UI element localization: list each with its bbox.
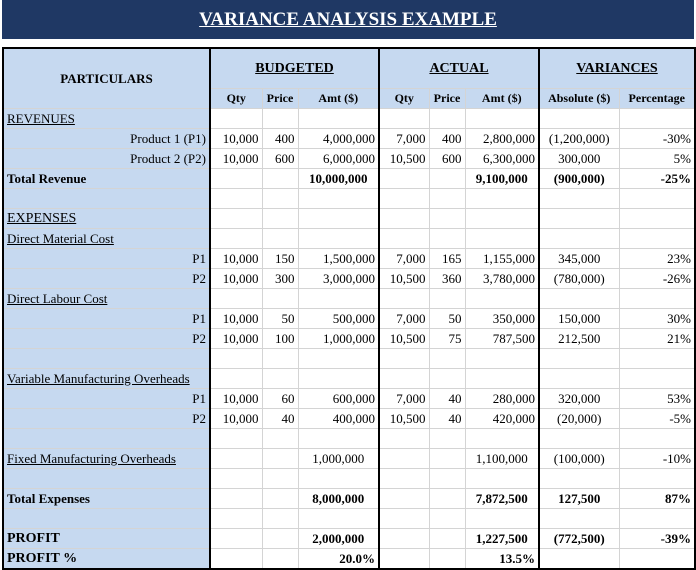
cell: 400 <box>262 129 298 149</box>
cell: 10,000 <box>210 309 262 329</box>
budgeted-price-header: Price <box>262 89 298 109</box>
row-label: P1 <box>3 249 210 269</box>
cell: 400,000 <box>298 409 379 429</box>
cell: 40 <box>429 409 465 429</box>
table-row <box>3 229 695 249</box>
row-label: PROFIT % <box>3 549 210 570</box>
cell: 600,000 <box>298 389 379 409</box>
sheet-title: VARIANCE ANALYSIS EXAMPLE <box>2 0 694 39</box>
cell: (780,000) <box>539 269 619 289</box>
cell: (772,500) <box>539 529 619 549</box>
cell: 1,100,000 <box>465 449 539 469</box>
cell: 10,000 <box>210 409 262 429</box>
table-row <box>3 289 695 309</box>
cell: 3,000,000 <box>298 269 379 289</box>
cell: (20,000) <box>539 409 619 429</box>
cell: 10,000 <box>210 269 262 289</box>
row-label: Product 1 (P1) <box>3 129 210 149</box>
row-label: P2 <box>3 329 210 349</box>
cell: 212,500 <box>539 329 619 349</box>
cell: 3,780,000 <box>465 269 539 289</box>
table-row <box>3 469 695 489</box>
cell: 10,500 <box>379 269 429 289</box>
cell: 10,000 <box>210 249 262 269</box>
cell: 40 <box>429 389 465 409</box>
cell: 40 <box>262 409 298 429</box>
table-row <box>3 429 695 449</box>
table-row <box>3 549 695 570</box>
cell: 1,155,000 <box>465 249 539 269</box>
row-label: Total Revenue <box>3 169 210 189</box>
cell: 300,000 <box>539 149 619 169</box>
table-row <box>3 249 695 269</box>
cell: 150,000 <box>539 309 619 329</box>
cell: 10,500 <box>379 409 429 429</box>
cell: 4,000,000 <box>298 129 379 149</box>
row-label: Total Expenses <box>3 489 210 509</box>
cell: 53% <box>619 389 695 409</box>
cell: 600 <box>262 149 298 169</box>
table-row <box>3 509 695 529</box>
group-label: Direct Material Cost <box>3 229 210 249</box>
absolute-header: Absolute ($) <box>539 89 619 109</box>
table-row <box>3 409 695 429</box>
budgeted-amt-header: Amt ($) <box>298 89 379 109</box>
cell: 8,000,000 <box>298 489 379 509</box>
cell: 7,000 <box>379 389 429 409</box>
cell: 10,500 <box>379 149 429 169</box>
cell: 7,000 <box>379 309 429 329</box>
cell: 10,000 <box>210 129 262 149</box>
cell: 787,500 <box>465 329 539 349</box>
table-row <box>3 129 695 149</box>
table-row <box>3 329 695 349</box>
cell: 5% <box>619 149 695 169</box>
actual-header: ACTUAL <box>379 48 539 89</box>
cell: 75 <box>429 329 465 349</box>
budgeted-header: BUDGETED <box>210 48 379 89</box>
cell: 21% <box>619 329 695 349</box>
table-row <box>3 169 695 189</box>
table-row <box>3 369 695 389</box>
row-label: P2 <box>3 269 210 289</box>
table-row <box>3 209 695 229</box>
cell: 13.5% <box>465 549 539 570</box>
actual-qty-header: Qty <box>379 89 429 109</box>
table-row <box>3 189 695 209</box>
expenses-heading: EXPENSES <box>3 209 210 229</box>
table-row <box>3 349 695 369</box>
cell: 20.0% <box>298 549 379 570</box>
cell: 10,000,000 <box>298 169 379 189</box>
cell: -39% <box>619 529 695 549</box>
cell: 60 <box>262 389 298 409</box>
cell: 6,300,000 <box>465 149 539 169</box>
cell: 50 <box>262 309 298 329</box>
cell: 10,000 <box>210 149 262 169</box>
group-label: Direct Labour Cost <box>3 289 210 309</box>
row-label: Product 2 (P2) <box>3 149 210 169</box>
variance-table <box>2 47 696 570</box>
cell: 2,800,000 <box>465 129 539 149</box>
cell: 1,000,000 <box>298 329 379 349</box>
cell: 1,500,000 <box>298 249 379 269</box>
cell: 100 <box>262 329 298 349</box>
cell: 10,500 <box>379 329 429 349</box>
cell: -25% <box>619 169 695 189</box>
table-row <box>3 389 695 409</box>
cell: 300 <box>262 269 298 289</box>
cell: 10,000 <box>210 389 262 409</box>
cell: 9,100,000 <box>465 169 539 189</box>
cell: 150 <box>262 249 298 269</box>
cell: -30% <box>619 129 695 149</box>
row-label: Fixed Manufacturing Overheads <box>3 449 210 469</box>
table-row <box>3 489 695 509</box>
cell: (100,000) <box>539 449 619 469</box>
cell: 600 <box>429 149 465 169</box>
cell: 6,000,000 <box>298 149 379 169</box>
cell: -5% <box>619 409 695 429</box>
cell: 2,000,000 <box>298 529 379 549</box>
row-label: PROFIT <box>3 529 210 549</box>
table-row <box>3 449 695 469</box>
cell: 87% <box>619 489 695 509</box>
table-row <box>3 149 695 169</box>
table-row <box>3 309 695 329</box>
cell: 7,872,500 <box>465 489 539 509</box>
cell: -10% <box>619 449 695 469</box>
actual-price-header: Price <box>429 89 465 109</box>
row-label: P1 <box>3 389 210 409</box>
cell: 1,000,000 <box>298 449 379 469</box>
cell: 400 <box>429 129 465 149</box>
cell: 7,000 <box>379 129 429 149</box>
percentage-header: Percentage <box>619 89 695 109</box>
cell: 127,500 <box>539 489 619 509</box>
cell: 1,227,500 <box>465 529 539 549</box>
particulars-header: PARTICULARS <box>3 48 210 109</box>
row-label: P2 <box>3 409 210 429</box>
cell: 50 <box>429 309 465 329</box>
cell: 350,000 <box>465 309 539 329</box>
table-row <box>3 109 695 129</box>
cell: 10,000 <box>210 329 262 349</box>
cell: (1,200,000) <box>539 129 619 149</box>
revenues-heading: REVENUES <box>3 109 210 129</box>
cell: (900,000) <box>539 169 619 189</box>
table-row <box>3 529 695 549</box>
cell: 280,000 <box>465 389 539 409</box>
cell: 360 <box>429 269 465 289</box>
header-row-groups <box>3 48 695 89</box>
row-label: P1 <box>3 309 210 329</box>
cell: 7,000 <box>379 249 429 269</box>
budgeted-qty-header: Qty <box>210 89 262 109</box>
cell: 420,000 <box>465 409 539 429</box>
variances-header: VARIANCES <box>539 48 695 89</box>
cell: 30% <box>619 309 695 329</box>
cell: 320,000 <box>539 389 619 409</box>
cell: 500,000 <box>298 309 379 329</box>
cell: 23% <box>619 249 695 269</box>
group-label: Variable Manufacturing Overheads <box>3 369 210 389</box>
table-row <box>3 269 695 289</box>
cell: -26% <box>619 269 695 289</box>
cell: 165 <box>429 249 465 269</box>
actual-amt-header: Amt ($) <box>465 89 539 109</box>
cell: 345,000 <box>539 249 619 269</box>
